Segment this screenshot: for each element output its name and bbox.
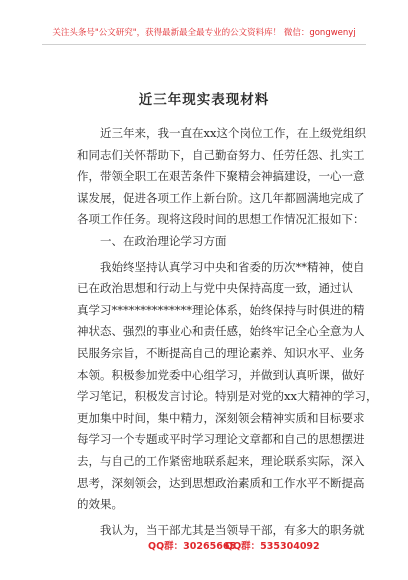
body-line: 和同志们关怀帮助下，自己勤奋努力、任劳任怨、扎实工 xyxy=(77,147,365,162)
footer-qq-group-1: QQ群：30265665 xyxy=(148,541,237,552)
body-line: 思考，深刻领会，达到思想政治素质和工作水平不断提高 xyxy=(77,475,365,490)
body-line: 真学习**************理论体系，始终保持与时俱进的精 xyxy=(77,302,365,317)
body-line: 学习笔记，积极发言讨论。特别是对党的xx大精神的学习， xyxy=(77,389,378,404)
document-body xyxy=(77,123,378,541)
document-title: 近三年现实表现材料 xyxy=(138,92,270,108)
body-line: 的效果。 xyxy=(77,497,123,512)
body-line: 谋发展，促进各项工作上新台阶。这几年都圆满地完成了 xyxy=(77,190,365,205)
section-heading: 一、在政治理论学习方面 xyxy=(77,233,227,248)
header-notice: 关注头条号"公文研究"，获得最新最全最专业的公文资料库！ 微信：gongwenyj xyxy=(52,28,356,38)
body-line: 各项工作任务。现将这段时间的思想工作情况汇报如下： xyxy=(77,212,365,227)
body-line: 本领。积极参加党委中心组学习，并做到认真听课，做好 xyxy=(77,367,365,382)
body-line: 民服务宗旨，不断提高自己的理论素养、知识水平、业务 xyxy=(77,345,365,360)
body-line: 去，与自己的工作紧密地联系起来，理论联系实际，深入 xyxy=(77,453,365,468)
body-line: 我始终坚持认真学习中央和省委的历次**精神，使自 xyxy=(77,259,365,274)
body-line: 已在政治思想和行动上与党中央保持高度一致，通过认 xyxy=(77,281,353,296)
header-divider xyxy=(42,44,366,45)
body-line: 神状态、强烈的事业心和责任感，始终牢记全心全意为人 xyxy=(77,324,365,339)
footer-qq-group-2: QQ群：535304092 xyxy=(225,541,320,552)
body-line: 每学习一个专题或平时学习理论文章都和自己的思想摆进 xyxy=(77,432,365,447)
body-line: 近三年来，我一直在xx这个岗位工作，在上级党组织 xyxy=(77,126,366,140)
body-line: 我认为，当干部尤其是当领导干部，有多大的职务就 xyxy=(77,522,365,537)
body-line: 作，带领全职工在艰苦条件下聚精会神搞建设，一心一意 xyxy=(77,169,365,184)
body-line: 更加集中时间，集中精力，深刻领会精神实质和目标要求 xyxy=(77,410,365,425)
